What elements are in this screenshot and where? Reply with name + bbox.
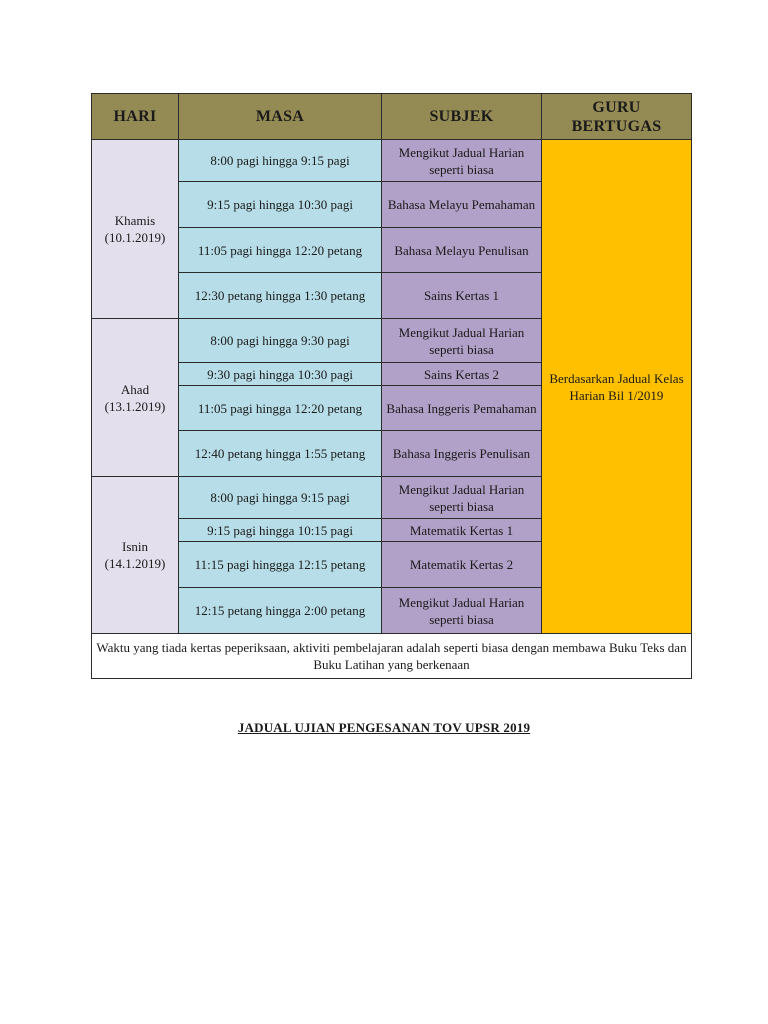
day-cell-khamis — [92, 140, 179, 319]
time-cell: 12:15 petang hingga 2:00 petang — [179, 588, 382, 634]
header-guru-bertugas: GURU BERTUGAS — [542, 94, 692, 140]
schedule-table — [91, 93, 692, 679]
time-cell: 11:15 pagi hinggga 12:15 petang — [179, 542, 382, 588]
subject-cell: Sains Kertas 1 — [382, 273, 542, 319]
subject-cell: Mengikut Jadual Harian seperti biasa — [382, 477, 542, 519]
note-row — [92, 634, 692, 679]
table-row — [92, 140, 692, 182]
day-name: Khamis — [114, 213, 156, 228]
subject-cell: Sains Kertas 2 — [382, 363, 542, 386]
time-cell: 8:00 pagi hingga 9:15 pagi — [179, 477, 382, 519]
note-cell: Waktu yang tiada kertas peperiksaan, aktiviti pembelajaran adalah seperti biasa dengan membawa Buku Teks dan Buku Latihan yang berkenaan — [92, 634, 692, 679]
day-cell-isnin — [92, 477, 179, 634]
day-date: (10.1.2019) — [104, 230, 166, 245]
header-subjek: SUBJEK — [382, 94, 542, 140]
subject-cell: Mengikut Jadual Harian seperti biasa — [382, 319, 542, 363]
subject-cell: Bahasa Inggeris Penulisan — [382, 431, 542, 477]
time-cell: 8:00 pagi hingga 9:15 pagi — [179, 140, 382, 182]
time-cell: 11:05 pagi hingga 12:20 petang — [179, 386, 382, 431]
day-name: Isnin — [122, 539, 148, 554]
time-cell: 9:15 pagi hingga 10:15 pagi — [179, 519, 382, 542]
day-date: (14.1.2019) — [104, 556, 166, 571]
time-cell: 11:05 pagi hingga 12:20 petang — [179, 228, 382, 273]
time-cell: 12:40 petang hingga 1:55 petang — [179, 431, 382, 477]
subject-cell: Mengikut Jadual Harian seperti biasa — [382, 588, 542, 634]
header-masa: MASA — [179, 94, 382, 140]
time-cell: 12:30 petang hingga 1:30 petang — [179, 273, 382, 319]
subject-cell: Bahasa Melayu Penulisan — [382, 228, 542, 273]
document-title: JADUAL UJIAN PENGESANAN TOV UPSR 2019 — [237, 720, 531, 735]
day-date: (13.1.2019) — [104, 398, 166, 414]
subject-cell: Matematik Kertas 1 — [382, 519, 542, 542]
subject-cell: Bahasa Inggeris Pemahaman — [382, 386, 542, 431]
header-hari: HARI — [92, 94, 179, 140]
guru-bertugas-cell: Berdasarkan Jadual Kelas Harian Bil 1/2019 — [542, 140, 692, 634]
day-name: Ahad — [120, 381, 150, 397]
time-cell: 8:00 pagi hingga 9:30 pagi — [179, 319, 382, 363]
day-cell-ahad — [92, 319, 179, 477]
time-cell: 9:30 pagi hingga 10:30 pagi — [179, 363, 382, 386]
subject-cell: Bahasa Melayu Pemahaman — [382, 182, 542, 228]
time-cell: 9:15 pagi hingga 10:30 pagi — [179, 182, 382, 228]
subject-cell: Matematik Kertas 2 — [382, 542, 542, 588]
subject-cell: Mengikut Jadual Harian seperti biasa — [382, 140, 542, 182]
